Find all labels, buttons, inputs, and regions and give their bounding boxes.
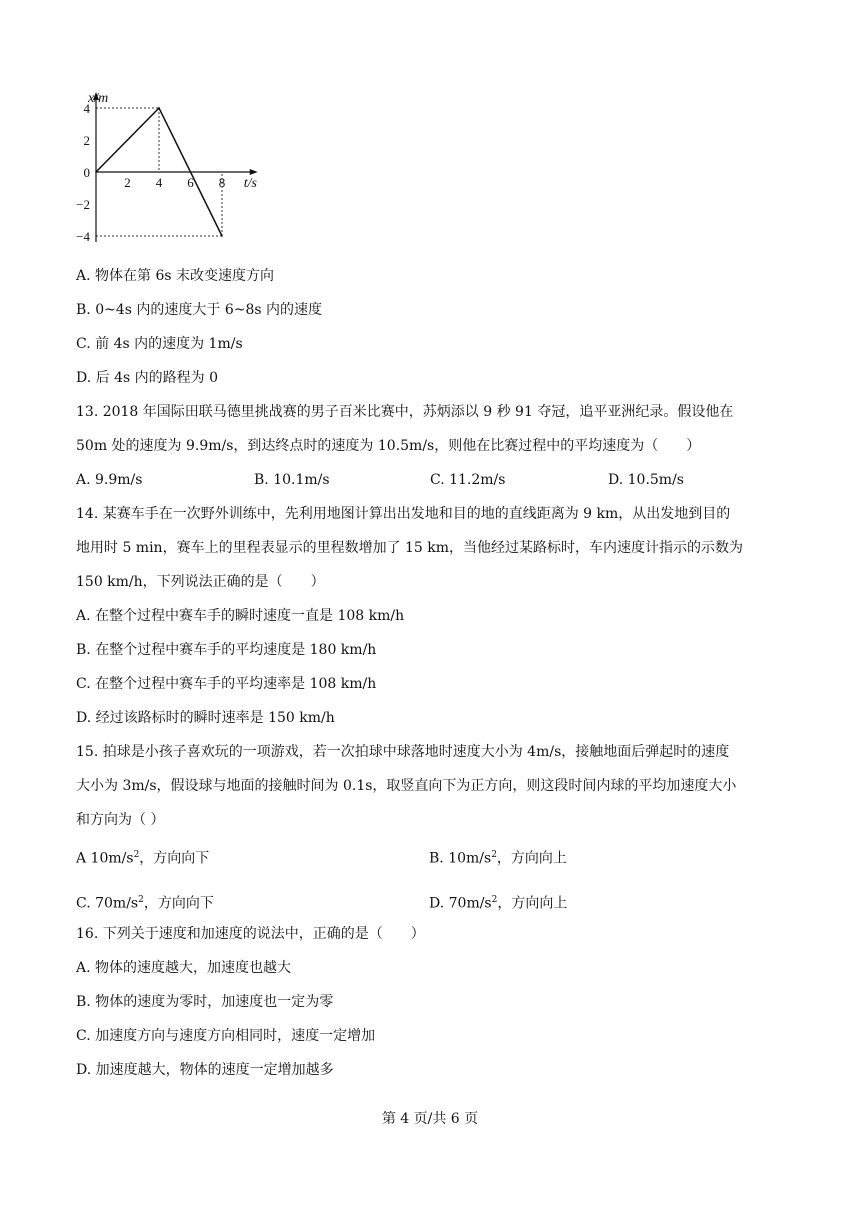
x-tick-label: 4 — [155, 175, 163, 190]
q15-option-a-direction: ，方向向下 — [139, 850, 210, 867]
q16-stem: 16. 下列关于速度和加速度的说法中，正确的是（ ） — [76, 926, 425, 942]
q14-option-c: C. 在整个过程中赛车手的平均速率是 108 km/h — [76, 676, 377, 692]
q15-option-d-value: D. 70m/s — [429, 895, 492, 912]
q13-option-a: A. 9.9m/s — [76, 472, 143, 488]
q13-stem-line2: 50m 处的速度为 9.9m/s，到达终点时的速度为 10.5m/s，则他在比赛过程中的平均速度为（ ） — [76, 438, 701, 454]
q15-option-a-exponent: 2 — [133, 850, 140, 860]
x-tick-label: 8 — [218, 175, 226, 190]
x-axis-arrow — [250, 169, 258, 175]
y-tick-label: 0 — [83, 165, 90, 180]
q13-option-c: C. 11.2m/s — [430, 472, 506, 488]
q15-option-b-value: B. 10m/s — [429, 850, 492, 867]
q15-option-d — [429, 890, 567, 914]
q16-option-b: B. 物体的速度为零时，加速度也一定为零 — [76, 994, 334, 1010]
q13-stem-line1: 13. 2018 年国际田联马德里挑战赛的男子百米比赛中，苏炳添以 9 秒 91 夺冠，追平亚洲纪录。假设他在 — [76, 404, 734, 420]
q15-option-d-exponent: 2 — [491, 895, 498, 905]
y-tick-label: 2 — [83, 133, 90, 148]
xt-graph — [72, 82, 272, 242]
q15-option-d-direction: ，方向向上 — [497, 895, 568, 912]
data-point — [221, 235, 223, 237]
q16-option-c: C. 加速度方向与速度方向相同时，速度一定增加 — [76, 1028, 376, 1044]
q14-option-b: B. 在整个过程中赛车手的平均速度是 180 km/h — [76, 642, 377, 658]
q15-stem-line1: 15. 拍球是小孩子喜欢玩的一项游戏，若一次拍球中球落地时速度大小为 4m/s，接触地面后弹起时的速度 — [76, 744, 730, 760]
q13-option-d: D. 10.5m/s — [608, 472, 684, 488]
q16-option-a: A. 物体的速度越大，加速度也越大 — [76, 960, 292, 976]
y-tick-label: −4 — [76, 229, 90, 242]
q15-option-c-exponent: 2 — [138, 895, 144, 905]
q15-option-c-value: C. 70m/s — [76, 895, 139, 912]
q12-option-a: A. 物体在第 6s 末改变速度方向 — [76, 268, 275, 284]
tick-labels — [76, 91, 257, 242]
q14-stem-line2: 地用时 5 min，赛车上的里程表显示的里程数增加了 15 km，当他经过某路标时，车内速度计指示的示数为 — [76, 540, 744, 556]
q13-option-b: B. 10.1m/s — [254, 472, 330, 488]
q14-stem-line1: 14. 某赛车手在一次野外训练中，先利用地图计算出出发地和目的地的直线距离为 9 km，从出发地到目的 — [76, 506, 731, 522]
q15-option-b — [429, 845, 567, 869]
q15-option-c — [76, 890, 214, 914]
q15-option-a-value: A 10m/s — [76, 850, 134, 867]
q14-option-d: D. 经过该路标时的瞬时速率是 150 km/h — [76, 710, 335, 726]
data-point — [95, 171, 97, 173]
page-footer: 第 4 页/共 6 页 — [381, 1111, 479, 1127]
q15-option-b-exponent: 2 — [491, 850, 497, 860]
data-point — [158, 107, 160, 109]
q14-stem-line3: 150 km/h，下列说法正确的是（ ） — [76, 574, 325, 590]
q15-option-a — [76, 845, 209, 869]
x-tick-label: 2 — [124, 175, 131, 190]
q14-option-a: A. 在整个过程中赛车手的瞬时速度一直是 108 km/h — [76, 608, 405, 624]
axes — [93, 92, 258, 242]
q15-option-b-direction: ，方向向上 — [496, 850, 567, 867]
y-axis-label: x/m — [88, 91, 109, 106]
x-tick-label: 6 — [187, 175, 194, 190]
q15-stem-line3: 和方向为（ ） — [76, 812, 165, 828]
q15-option-c-direction: ，方向向下 — [143, 895, 214, 912]
q12-option-c: C. 前 4s 内的速度为 1m/s — [76, 336, 243, 352]
q16-option-d: D. 加速度越大，物体的速度一定增加越多 — [76, 1062, 334, 1078]
y-tick-label: 4 — [83, 101, 90, 116]
q15-stem-line2: 大小为 3m/s，假设球与地面的接触时间为 0.1s，取竖直向下为正方向，则这段时间内球的平均加速度大小 — [76, 778, 737, 794]
y-tick-label: −2 — [76, 197, 90, 212]
q12-option-d: D. 后 4s 内的路程为 0 — [76, 370, 218, 386]
x-axis-label: t/s — [243, 176, 257, 191]
q12-option-b: B. 0~4s 内的速度大于 6~8s 内的速度 — [76, 302, 322, 318]
